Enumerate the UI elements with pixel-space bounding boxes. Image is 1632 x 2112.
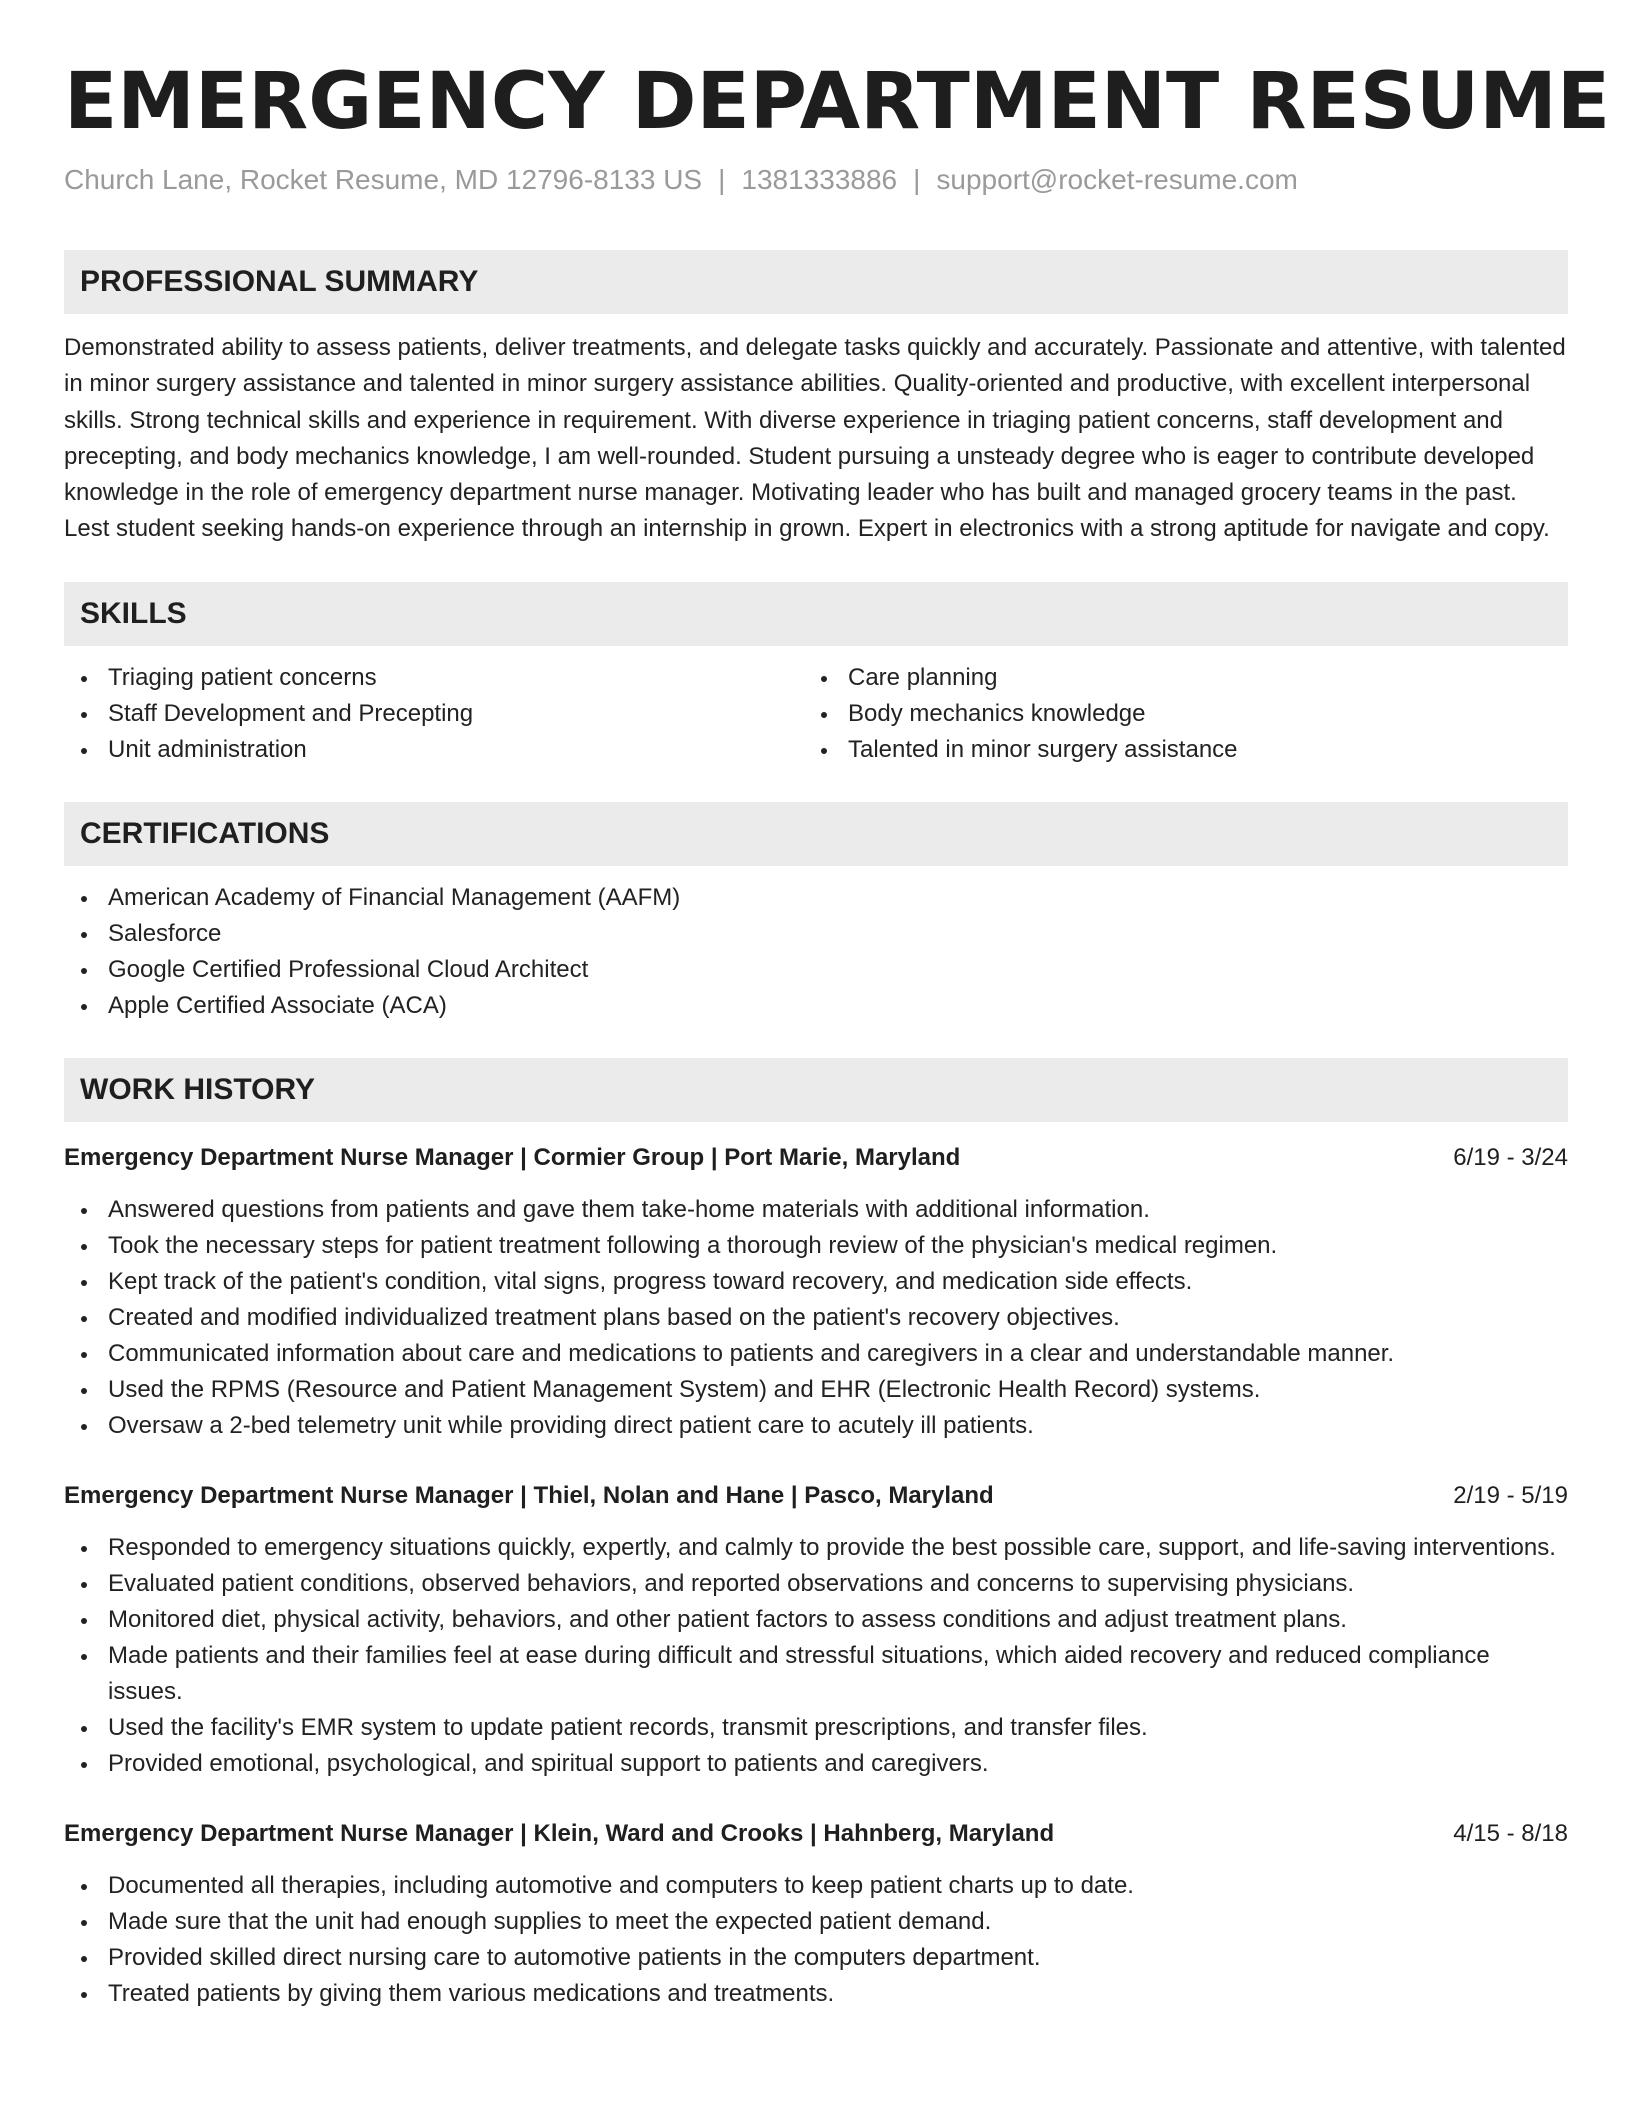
skill-item: Staff Development and Precepting	[64, 696, 804, 732]
certifications-list	[64, 880, 1568, 1024]
resume-title: EMERGENCY DEPARTMENT RESUME	[64, 57, 1611, 147]
certification-item: American Academy of Financial Management (AAFM)	[64, 880, 1568, 916]
job-bullet: Took the necessary steps for patient treatment following a thorough review of the physician's medical regimen.	[64, 1228, 1568, 1264]
skill-item: Triaging patient concerns	[64, 660, 804, 696]
job-dates: 6/19 - 3/24	[1453, 1143, 1568, 1171]
skill-item: Care planning	[804, 660, 1544, 696]
job-title: Emergency Department Nurse Manager | Klein, Ward and Crooks | Hahnberg, Maryland	[64, 1819, 1055, 1847]
skill-item: Talented in minor surgery assistance	[804, 732, 1544, 768]
skill-item: Body mechanics knowledge	[804, 696, 1544, 732]
job-bullets	[64, 1192, 1568, 1444]
skills-column-right	[804, 660, 1544, 768]
contact-phone: 1381333886	[741, 164, 898, 195]
job-header	[64, 1478, 1568, 1514]
contact-address: Church Lane, Rocket Resume, MD 12796-8133 US	[64, 164, 703, 195]
job-bullet: Kept track of the patient's condition, vital signs, progress toward recovery, and medication side effects.	[64, 1264, 1568, 1300]
section-heading-skills: SKILLS	[64, 582, 1568, 646]
job-header	[64, 1816, 1568, 1852]
job-bullet: Provided skilled direct nursing care to automotive patients in the computers department.	[64, 1940, 1568, 1976]
job-bullets	[64, 1868, 1568, 2012]
job-bullet: Provided emotional, psychological, and spiritual support to patients and caregivers.	[64, 1746, 1568, 1782]
job-bullet: Made patients and their families feel at ease during difficult and stressful situations, which aided recovery and reduced compliance issues.	[64, 1638, 1568, 1710]
section-heading-summary: PROFESSIONAL SUMMARY	[64, 250, 1568, 314]
job-bullets	[64, 1530, 1568, 1782]
certification-item: Google Certified Professional Cloud Architect	[64, 952, 1568, 988]
certification-item: Apple Certified Associate (ACA)	[64, 988, 1568, 1024]
job-bullet: Evaluated patient conditions, observed behaviors, and reported observations and concerns to supervising physicians.	[64, 1566, 1568, 1602]
job-bullet: Created and modified individualized treatment plans based on the patient's recovery objectives.	[64, 1300, 1568, 1336]
job-bullet: Used the facility's EMR system to update patient records, transmit prescriptions, and transfer files.	[64, 1710, 1568, 1746]
job-bullet: Answered questions from patients and gave them take-home materials with additional information.	[64, 1192, 1568, 1228]
job-dates: 4/15 - 8/18	[1453, 1819, 1568, 1847]
section-heading-work-history: WORK HISTORY	[64, 1058, 1568, 1122]
job-title: Emergency Department Nurse Manager | Cormier Group | Port Marie, Maryland	[64, 1143, 961, 1171]
contact-line	[64, 162, 1568, 198]
job-bullet: Communicated information about care and medications to patients and caregivers in a clear and understandable manner.	[64, 1336, 1568, 1372]
skills-column-left	[64, 660, 804, 768]
job-bullet: Treated patients by giving them various medications and treatments.	[64, 1976, 1568, 2012]
job-bullet: Documented all therapies, including automotive and computers to keep patient charts up to date.	[64, 1868, 1568, 1904]
job-header	[64, 1140, 1568, 1176]
contact-email[interactable]: support@rocket-resume.com	[936, 164, 1298, 195]
job-bullet: Made sure that the unit had enough supplies to meet the expected patient demand.	[64, 1904, 1568, 1940]
skill-item: Unit administration	[64, 732, 804, 768]
section-heading-certifications: CERTIFICATIONS	[64, 802, 1568, 866]
job-title: Emergency Department Nurse Manager | Thiel, Nolan and Hane | Pasco, Maryland	[64, 1481, 994, 1509]
job-entry	[64, 1816, 1568, 2012]
job-bullet: Oversaw a 2-bed telemetry unit while providing direct patient care to acutely ill patients.	[64, 1408, 1568, 1444]
summary-text: Demonstrated ability to assess patients, deliver treatments, and delegate tasks quickly and accurately. Passionate and attentive, with talented in minor surgery assistance and talented in minor surgery assistance abilities. Quality-oriented and productive, with excellent interpersonal skills. Strong technical skills and experience in requirement. With diverse experience in triaging patient concerns, staff development and precepting, and body mechanics knowledge, I am well-rounded. Student pursuing a unsteady degree who is eager to contribute developed knowledge in the role of emergency department nurse manager. Motivating leader who has built and managed grocery teams in the past. Lest student seeking hands-on experience through an internship in grown. Expert in electronics with a strong aptitude for navigate and copy.	[64, 334, 1566, 543]
contact-separator: |	[718, 164, 726, 195]
skills-list	[64, 660, 1568, 768]
job-entry	[64, 1478, 1568, 1782]
job-entry	[64, 1140, 1568, 1444]
contact-separator: |	[913, 164, 921, 195]
job-bullet: Monitored diet, physical activity, behaviors, and other patient factors to assess conditions and adjust treatment plans.	[64, 1602, 1568, 1638]
certification-item: Salesforce	[64, 916, 1568, 952]
job-bullet: Responded to emergency situations quickly, expertly, and calmly to provide the best possible care, support, and life-saving interventions.	[64, 1530, 1568, 1566]
job-dates: 2/19 - 5/19	[1453, 1481, 1568, 1509]
job-bullet: Used the RPMS (Resource and Patient Management System) and EHR (Electronic Health Record) systems.	[64, 1372, 1568, 1408]
